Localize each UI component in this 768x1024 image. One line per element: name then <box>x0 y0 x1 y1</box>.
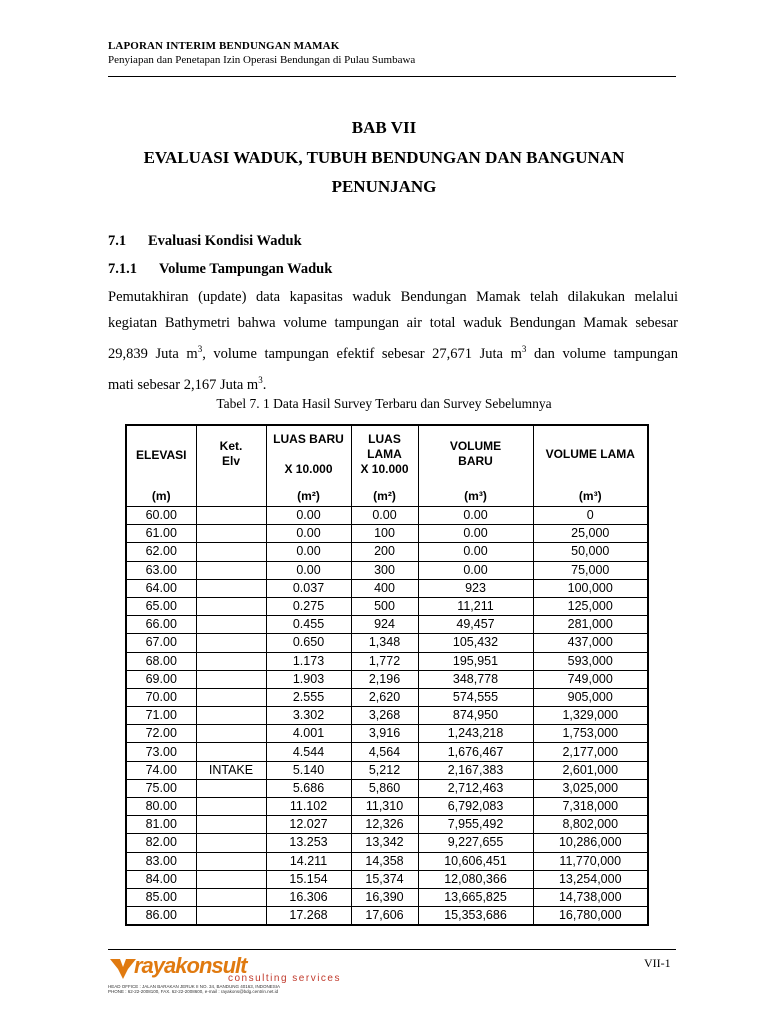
table-row <box>126 798 648 816</box>
table-cell: 13,665,825 <box>418 888 533 906</box>
table-cell: 2,177,000 <box>533 743 648 761</box>
table-cell: 7,955,492 <box>418 816 533 834</box>
table-cell: 0.00 <box>351 507 418 525</box>
table-row <box>126 616 648 634</box>
table-row <box>126 561 648 579</box>
table-cell: 10,606,451 <box>418 852 533 870</box>
table-cell: 17,606 <box>351 907 418 926</box>
table-cell: 2,167,383 <box>418 761 533 779</box>
table-cell: 63.00 <box>126 561 196 579</box>
unit-luas-baru: (m²) <box>266 482 351 507</box>
table-cell: 0.037 <box>266 579 351 597</box>
survey-data-table <box>125 424 649 926</box>
table-cell: 68.00 <box>126 652 196 670</box>
unit-ket <box>196 482 266 507</box>
table-cell <box>196 688 266 706</box>
table-cell: 924 <box>351 616 418 634</box>
table-cell: 15,353,686 <box>418 907 533 926</box>
table-cell: 1,753,000 <box>533 725 648 743</box>
section-number: 7.1 <box>108 233 127 249</box>
table-cell: 1.903 <box>266 670 351 688</box>
table-row <box>126 688 648 706</box>
table-cell: 281,000 <box>533 616 648 634</box>
col-header-elevasi: ELEVASI <box>126 425 196 482</box>
table-row <box>126 761 648 779</box>
table-cell: 14.211 <box>266 852 351 870</box>
table-cell: 874,950 <box>418 707 533 725</box>
table-cell: 49,457 <box>418 616 533 634</box>
table-cell: 0.00 <box>418 543 533 561</box>
subsection-title: Volume Tampungan Waduk <box>159 261 333 277</box>
section-title: Evaluasi Kondisi Waduk <box>148 233 302 249</box>
table-cell: 16.306 <box>266 888 351 906</box>
header-divider <box>108 76 676 77</box>
page-number: VII-1 <box>644 956 671 970</box>
table-cell <box>196 634 266 652</box>
table-cell: 100,000 <box>533 579 648 597</box>
table-cell <box>196 597 266 615</box>
logo-tagline: consulting services <box>228 973 341 984</box>
table-cell: 0.00 <box>418 507 533 525</box>
table-cell: 437,000 <box>533 634 648 652</box>
table-cell: 1,772 <box>351 652 418 670</box>
table-cell: 348,778 <box>418 670 533 688</box>
table-cell: 4.001 <box>266 725 351 743</box>
subsection-number: 7.1.1 <box>108 261 137 277</box>
table-cell: 400 <box>351 579 418 597</box>
table-cell: 2,196 <box>351 670 418 688</box>
table-cell: 62.00 <box>126 543 196 561</box>
footer-divider <box>108 949 676 950</box>
col-header-volume-lama: VOLUME LAMA <box>533 425 648 482</box>
paragraph-line: 29,839 Juta $m^3$, volume tampungan efektif sebesar 27,671 Juta $m^3$ dan volume tampungan <box>108 344 678 362</box>
table-cell: 593,000 <box>533 652 648 670</box>
table-cell: 300 <box>351 561 418 579</box>
table-cell: 13.253 <box>266 834 351 852</box>
table-cell: 125,000 <box>533 597 648 615</box>
table-row <box>126 707 648 725</box>
table-cell: 5.140 <box>266 761 351 779</box>
table-cell <box>196 507 266 525</box>
table-row <box>126 870 648 888</box>
table-row <box>126 670 648 688</box>
table-cell <box>196 852 266 870</box>
table-cell: 11,770,000 <box>533 852 648 870</box>
table-cell: 11,211 <box>418 597 533 615</box>
table-cell <box>196 888 266 906</box>
table-cell <box>196 543 266 561</box>
table-cell: 1,348 <box>351 634 418 652</box>
table-cell: 3.302 <box>266 707 351 725</box>
table-cell: 70.00 <box>126 688 196 706</box>
table-cell: 195,951 <box>418 652 533 670</box>
table-cell: 11,310 <box>351 798 418 816</box>
table-cell: 69.00 <box>126 670 196 688</box>
table-cell: 12,080,366 <box>418 870 533 888</box>
table-row <box>126 743 648 761</box>
table-row <box>126 579 648 597</box>
table-cell: 72.00 <box>126 725 196 743</box>
table-cell <box>196 525 266 543</box>
table-row <box>126 634 648 652</box>
chapter-title-line2: PENUNJANG <box>331 177 437 196</box>
body-paragraph <box>108 284 678 398</box>
col-header-luas-lama: LUAS LAMA X 10.000 <box>351 425 418 482</box>
table-cell: 65.00 <box>126 597 196 615</box>
report-subtitle: Penyiapan dan Penetapan Izin Operasi Bendungan di Pulau Sumbawa <box>108 54 416 66</box>
table-cell: 15.154 <box>266 870 351 888</box>
table-cell: 13,254,000 <box>533 870 648 888</box>
paragraph-line: kegiatan Bathymetri bahwa volume tampungan air total waduk Bendungan Mamak sebesar <box>108 315 678 331</box>
table-cell: 86.00 <box>126 907 196 926</box>
table-cell: 9,227,655 <box>418 834 533 852</box>
table-cell: 3,025,000 <box>533 779 648 797</box>
table-cell: 3,916 <box>351 725 418 743</box>
table-cell <box>196 725 266 743</box>
report-title: LAPORAN INTERIM BENDUNGAN MAMAK <box>108 40 340 52</box>
table-cell: 14,738,000 <box>533 888 648 906</box>
table-cell: 75,000 <box>533 561 648 579</box>
table-cell: 0.455 <box>266 616 351 634</box>
logo-brand-text: rayakonsult <box>134 953 247 978</box>
table-cell: 64.00 <box>126 579 196 597</box>
table-cell: 0.00 <box>266 507 351 525</box>
company-contact: PHONE : 62-22-2008100, FAX. 62-22-2008600, e-mail : rayakons@bdg.centrin.net.id <box>108 989 279 994</box>
table-cell: 15,374 <box>351 870 418 888</box>
table-cell <box>196 579 266 597</box>
table-cell: 84.00 <box>126 870 196 888</box>
table-cell: 80.00 <box>126 798 196 816</box>
unit-elevasi: (m) <box>126 482 196 507</box>
table-cell: 81.00 <box>126 816 196 834</box>
col-header-luas-baru: LUAS BARU X 10.000 <box>266 425 351 482</box>
table-cell: 73.00 <box>126 743 196 761</box>
table-cell: 4,564 <box>351 743 418 761</box>
table-body <box>126 507 648 926</box>
table-cell: 4.544 <box>266 743 351 761</box>
table-row <box>126 597 648 615</box>
table-cell: 60.00 <box>126 507 196 525</box>
table-row <box>126 725 648 743</box>
table-cell: 0.275 <box>266 597 351 615</box>
table-cell: 3,268 <box>351 707 418 725</box>
paragraph-line: Pemutakhiran (update) data kapasitas waduk Bendungan Mamak telah dilakukan melalui <box>108 289 678 305</box>
table-cell: 6,792,083 <box>418 798 533 816</box>
table-cell <box>196 907 266 926</box>
table-cell: 500 <box>351 597 418 615</box>
chapter-number: BAB VII <box>351 118 417 137</box>
table-cell: 5,860 <box>351 779 418 797</box>
table-cell: 100 <box>351 525 418 543</box>
table-cell: 1,329,000 <box>533 707 648 725</box>
subsection-heading <box>108 261 332 278</box>
table-cell: 2,620 <box>351 688 418 706</box>
table-cell: 0.00 <box>266 543 351 561</box>
table-cell <box>196 798 266 816</box>
table-cell: 7,318,000 <box>533 798 648 816</box>
table-cell <box>196 743 266 761</box>
table-cell: 200 <box>351 543 418 561</box>
table-cell: 0.00 <box>418 561 533 579</box>
table-row <box>126 888 648 906</box>
table-cell: 1.173 <box>266 652 351 670</box>
table-cell: 12.027 <box>266 816 351 834</box>
table-cell: 17.268 <box>266 907 351 926</box>
table-cell: 66.00 <box>126 616 196 634</box>
col-header-volume-baru: VOLUME BARU <box>418 425 533 482</box>
table-cell <box>196 816 266 834</box>
table-cell: 1,243,218 <box>418 725 533 743</box>
table-cell: 82.00 <box>126 834 196 852</box>
table-cell: 0.00 <box>266 525 351 543</box>
table-cell: 50,000 <box>533 543 648 561</box>
table-caption: Tabel 7. 1 Data Hasil Survey Terbaru dan Survey Sebelumnya <box>216 396 552 411</box>
chapter-title-line1: EVALUASI WADUK, TUBUH BENDUNGAN DAN BANGUNAN <box>143 148 625 167</box>
table-row <box>126 852 648 870</box>
table-cell: 0.650 <box>266 634 351 652</box>
col-header-ket: Ket. Elv <box>196 425 266 482</box>
table-cell: 25,000 <box>533 525 648 543</box>
unit-luas-lama: (m²) <box>351 482 418 507</box>
table-row <box>126 507 648 525</box>
company-logo <box>108 953 368 993</box>
table-cell: 12,326 <box>351 816 418 834</box>
table-cell: 2,712,463 <box>418 779 533 797</box>
table-cell: 74.00 <box>126 761 196 779</box>
table-cell: 8,802,000 <box>533 816 648 834</box>
table-cell: 0.00 <box>266 561 351 579</box>
table-cell: 11.102 <box>266 798 351 816</box>
table-cell: 13,342 <box>351 834 418 852</box>
table-cell: 905,000 <box>533 688 648 706</box>
table-cell <box>196 616 266 634</box>
table-cell: 105,432 <box>418 634 533 652</box>
table-cell: 16,390 <box>351 888 418 906</box>
table-cell: 0 <box>533 507 648 525</box>
table-cell: 61.00 <box>126 525 196 543</box>
section-heading <box>108 233 302 250</box>
unit-volume-lama: (m³) <box>533 482 648 507</box>
table-cell <box>196 834 266 852</box>
table-cell: 0.00 <box>418 525 533 543</box>
table-cell: 83.00 <box>126 852 196 870</box>
table-cell: 923 <box>418 579 533 597</box>
table-cell <box>196 561 266 579</box>
table-cell: 67.00 <box>126 634 196 652</box>
table-row <box>126 816 648 834</box>
table-cell: 10,286,000 <box>533 834 648 852</box>
company-address: HEAD OFFICE : JALAN BARAKAN JERUK II NO. 34, BANDUNG 40163, INDONESIA <box>108 984 281 989</box>
table-row <box>126 525 648 543</box>
table-cell: 574,555 <box>418 688 533 706</box>
table-cell: 71.00 <box>126 707 196 725</box>
table-cell: 2.555 <box>266 688 351 706</box>
table-cell: INTAKE <box>196 761 266 779</box>
table-cell: 5,212 <box>351 761 418 779</box>
table-cell: 16,780,000 <box>533 907 648 926</box>
paragraph-line: mati sebesar 2,167 Juta $m^3$. <box>108 374 267 393</box>
table-cell <box>196 652 266 670</box>
table-cell: 5.686 <box>266 779 351 797</box>
table-cell: 85.00 <box>126 888 196 906</box>
table-row <box>126 834 648 852</box>
table-row <box>126 779 648 797</box>
table-row <box>126 543 648 561</box>
unit-volume-baru: (m³) <box>418 482 533 507</box>
running-header <box>108 40 668 66</box>
table-cell: 2,601,000 <box>533 761 648 779</box>
table-cell <box>196 670 266 688</box>
table-row <box>126 907 648 926</box>
table-cell: 749,000 <box>533 670 648 688</box>
table-cell <box>196 870 266 888</box>
table-cell: 14,358 <box>351 852 418 870</box>
table-cell <box>196 779 266 797</box>
table-row <box>126 652 648 670</box>
table-cell <box>196 707 266 725</box>
table-cell: 75.00 <box>126 779 196 797</box>
table-cell: 1,676,467 <box>418 743 533 761</box>
